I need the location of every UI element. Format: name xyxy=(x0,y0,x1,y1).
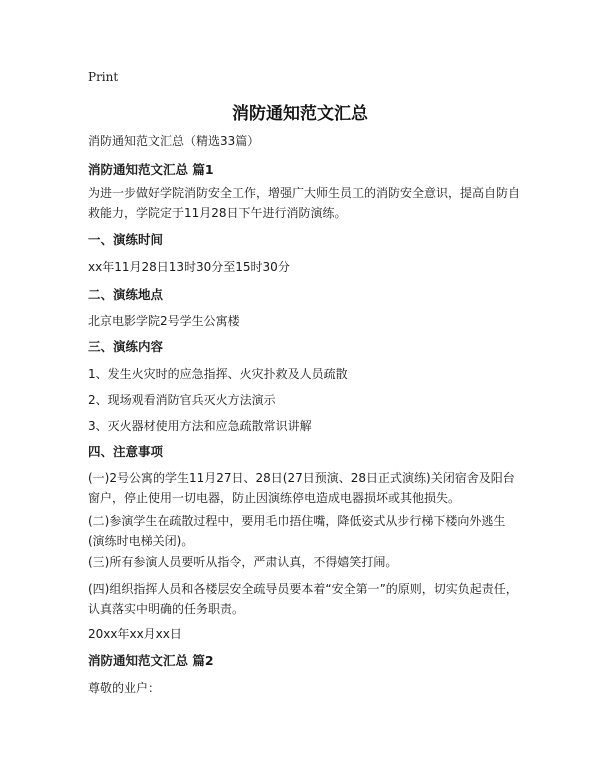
document-subtitle: 消防通知范文汇总（精选33篇） xyxy=(88,134,260,148)
document-date: 20xx年xx月xx日 xyxy=(88,627,182,641)
print-link[interactable]: Print xyxy=(88,70,119,84)
note-item: (一)2号公寓的学生11月27日、28日(27日预演、28日正式演练)关闭宿舍及阳台窗户，停止使用一切电器，防止因演练停电造成电器损坏或其他损失。 xyxy=(88,471,515,505)
content-item: 1、发生火灾时的应急指挥、火灾扑救及人员疏散 xyxy=(88,367,348,381)
time-heading: 一、演练时间 xyxy=(88,232,164,247)
page-title: 消防通知范文汇总 xyxy=(232,104,368,124)
note-item: (四)组织指挥人员和各楼层安全疏导员要本着“安全第一”的原则，切实负起责任，认真落实中明确的任务职责。 xyxy=(88,582,518,616)
greeting-text: 尊敬的业户： xyxy=(88,681,161,695)
section2-heading: 消防通知范文汇总 篇2 xyxy=(88,653,214,668)
time-text: xx年11月28日13时30分至15时30分 xyxy=(88,260,290,274)
note-item: (二)参演学生在疏散过程中，要用毛巾捂住嘴，降低姿式从步行梯下楼向外逃生(演练时电梯关闭)。 xyxy=(88,514,506,548)
notes-heading: 四、注意事项 xyxy=(88,444,164,459)
content-item: 2、现场观看消防官兵灭火方法演示 xyxy=(88,393,276,407)
section1-heading: 消防通知范文汇总 篇1 xyxy=(88,162,214,177)
content-item: 3、灭火器材使用方法和应急疏散常识讲解 xyxy=(88,419,312,433)
place-text: 北京电影学院2号学生公寓楼 xyxy=(88,314,240,328)
content-heading: 三、演练内容 xyxy=(88,339,164,354)
note-item: (三)所有参演人员要听从指令，严肃认真，不得嬉笑打闹。 xyxy=(88,555,398,569)
intro-paragraph: 为进一步做好学院消防安全工作，增强广大师生员工的消防安全意识，提高自防自救能力，学院定于11月28日下午进行消防演练。 xyxy=(88,186,521,220)
place-heading: 二、演练地点 xyxy=(88,287,164,302)
